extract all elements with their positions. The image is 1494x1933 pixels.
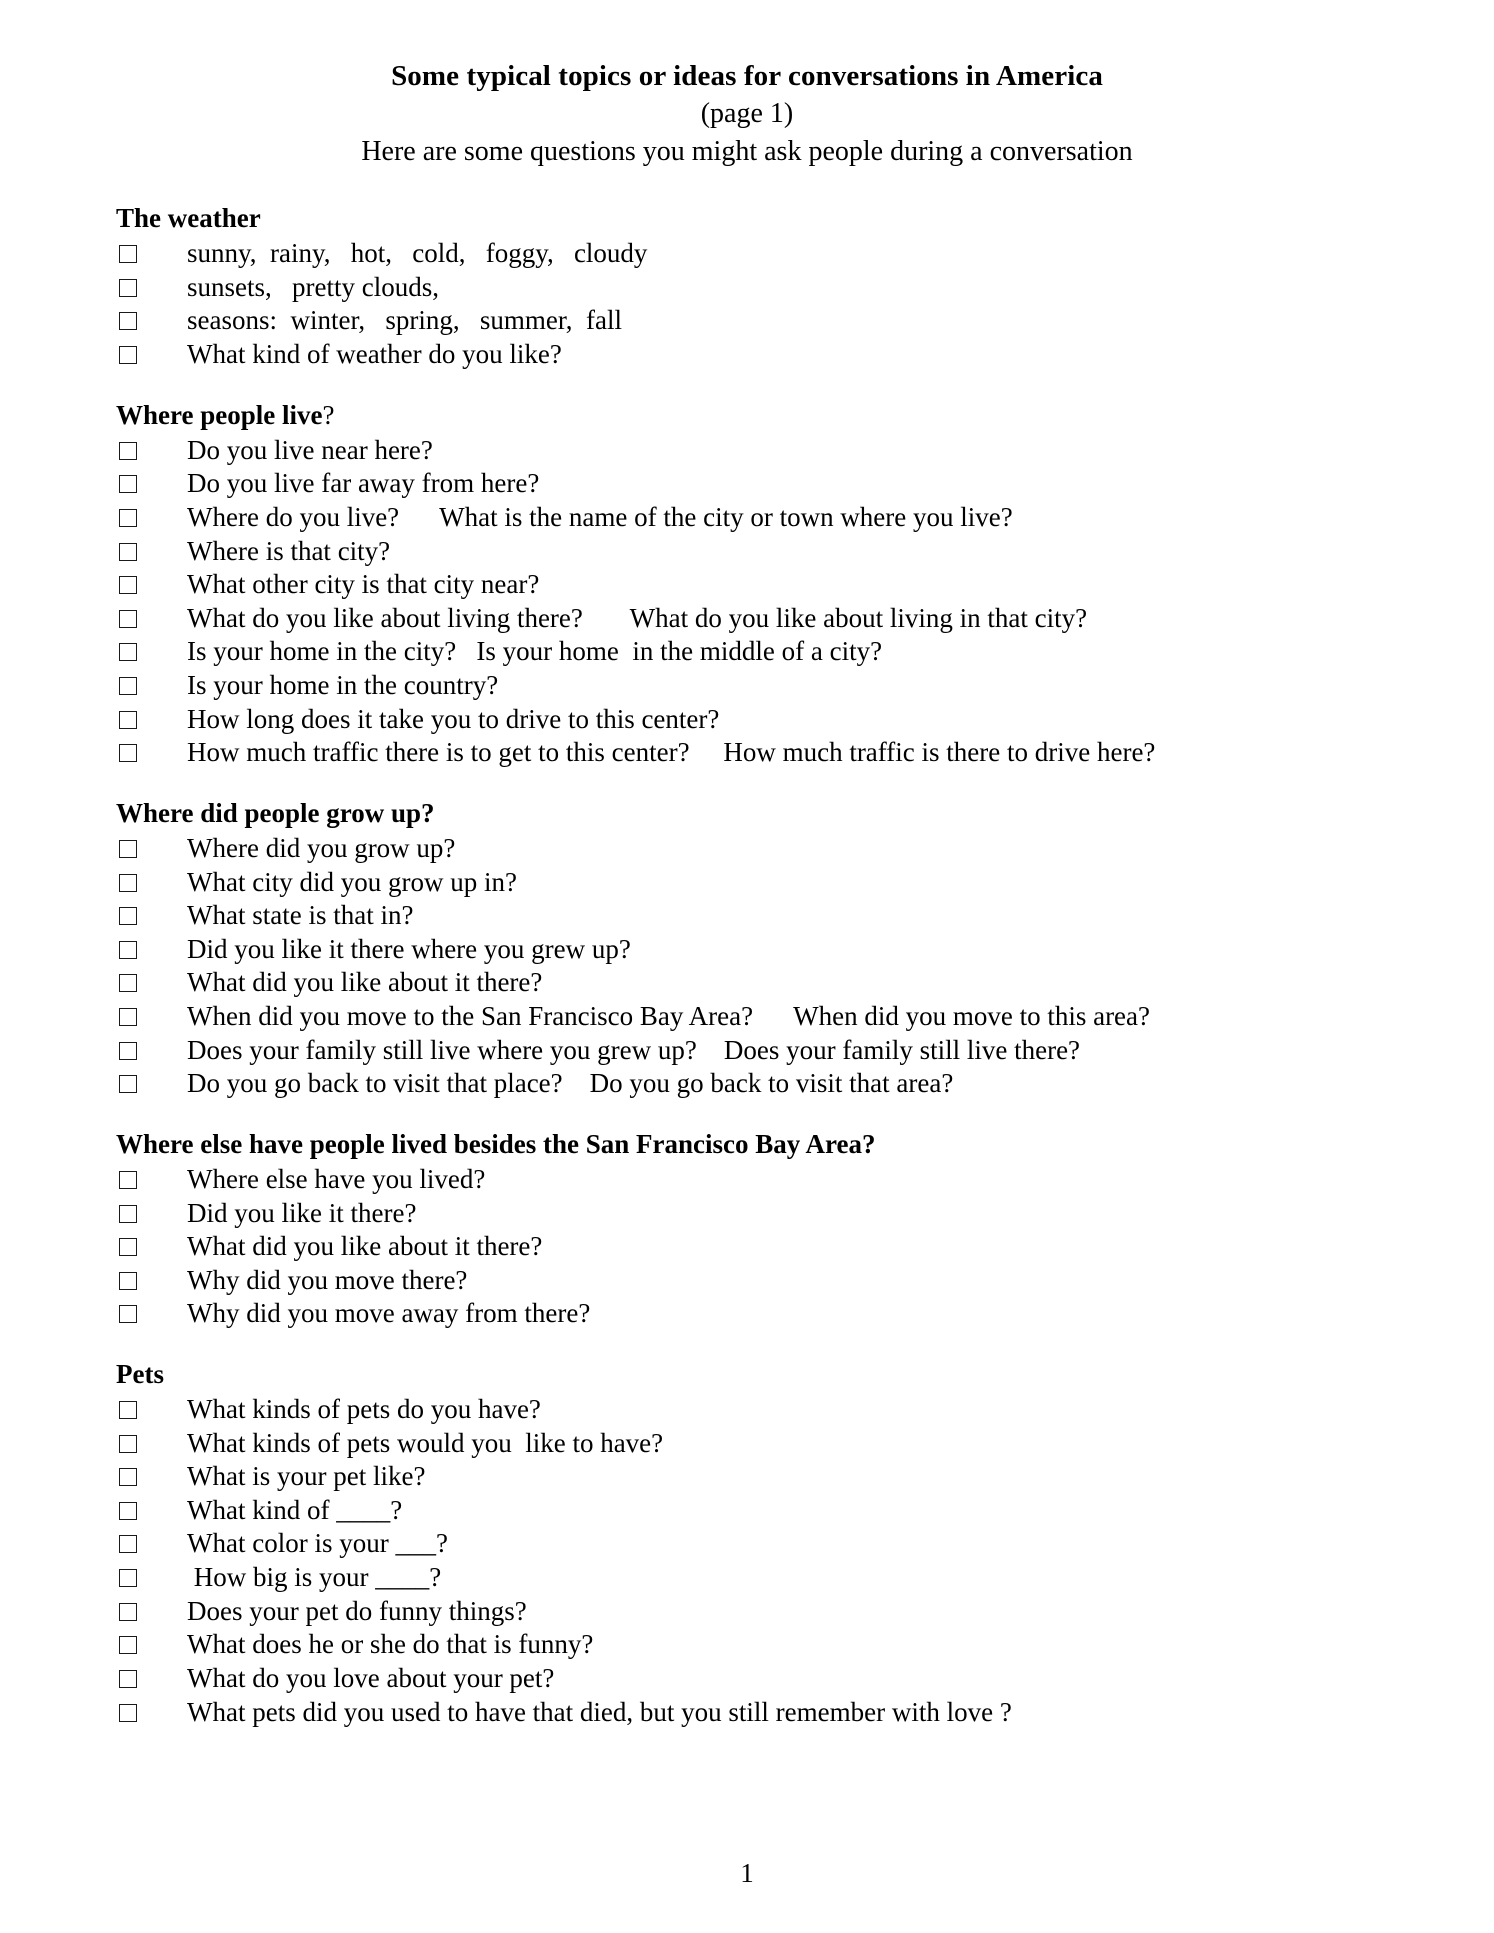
section (116, 796, 1394, 1101)
list-item-label: What kind of ____? (187, 1494, 403, 1525)
checkbox-icon[interactable] (119, 1008, 137, 1026)
section (116, 398, 1394, 770)
list-item-label: Does your family still live where you grew up? Does your family still live there? (187, 1034, 1081, 1065)
list-item-label: Does your pet do funny things? (187, 1595, 527, 1626)
checkbox-icon[interactable] (119, 1704, 137, 1722)
section (116, 1127, 1394, 1331)
list-item[interactable] (116, 1561, 1394, 1595)
list-item[interactable] (116, 602, 1394, 636)
checkbox-icon[interactable] (119, 643, 137, 661)
list-item[interactable] (116, 1000, 1394, 1034)
checkbox-icon[interactable] (119, 279, 137, 297)
checkbox-icon[interactable] (119, 1468, 137, 1486)
list-item[interactable] (116, 1696, 1394, 1730)
list-item[interactable] (116, 237, 1394, 271)
list-item-label: What did you like about it there? (187, 1231, 543, 1262)
section-heading (116, 201, 1394, 236)
checkbox-icon[interactable] (119, 1272, 137, 1290)
checkbox-list (116, 1393, 1394, 1729)
list-item-label: What does he or she do that is funny? (187, 1629, 594, 1660)
list-item[interactable] (116, 1230, 1394, 1264)
checkbox-icon[interactable] (119, 840, 137, 858)
list-item[interactable] (116, 568, 1394, 602)
section (116, 201, 1394, 372)
section-heading (116, 796, 1394, 831)
page-title: Some typical topics or ideas for conversations in America (391, 60, 1103, 92)
list-item[interactable] (116, 703, 1394, 737)
list-item[interactable] (116, 338, 1394, 372)
list-item-label: When did you move to the San Francisco Bay Area? When did you move to this area? (187, 1000, 1151, 1031)
list-item-label: How big is your ____? (187, 1562, 442, 1593)
list-item-label: What do you like about living there? What do you like about living in that city? (187, 602, 1088, 633)
checkbox-icon[interactable] (119, 442, 137, 460)
checkbox-icon[interactable] (119, 346, 137, 364)
list-item-label: What kind of weather do you like? (187, 339, 562, 370)
list-item[interactable] (116, 1427, 1394, 1461)
list-item-label: What state is that in? (187, 900, 414, 931)
checkbox-icon[interactable] (119, 245, 137, 263)
checkbox-icon[interactable] (119, 312, 137, 330)
list-item-label: What is your pet like? (187, 1461, 426, 1492)
section-heading-main: Where else have people lived besides the San Francisco Bay Area? (116, 1128, 876, 1159)
list-item-label: How much traffic there is to get to this center? How much traffic is there to drive here? (187, 737, 1156, 768)
list-item-label: What city did you grow up in? (187, 866, 517, 897)
checkbox-icon[interactable] (119, 1535, 137, 1553)
list-item-label: Why did you move there? (187, 1264, 468, 1295)
checkbox-icon[interactable] (119, 475, 137, 493)
list-item[interactable] (116, 832, 1394, 866)
list-item-label: Did you like it there? (187, 1197, 417, 1228)
list-item-label: What color is your ___? (187, 1528, 448, 1559)
sections-container (100, 169, 1394, 1729)
list-item-label: Did you like it there where you grew up? (187, 933, 631, 964)
list-item[interactable] (116, 1628, 1394, 1662)
page-subtitle: Here are some questions you might ask people during a conversation (361, 135, 1133, 167)
checkbox-list (116, 237, 1394, 371)
list-item-label: What did you like about it there? (187, 967, 543, 998)
list-item-label: seasons: winter, spring, summer, fall (187, 305, 623, 336)
list-item[interactable] (116, 1494, 1394, 1528)
checkbox-icon[interactable] (119, 1042, 137, 1060)
list-item-label: What other city is that city near? (187, 569, 540, 600)
list-item-label: Where do you live? What is the name of the city or town where you live? (187, 501, 1013, 532)
checkbox-icon[interactable] (119, 711, 137, 729)
list-item[interactable] (116, 1197, 1394, 1231)
checkbox-list (116, 1163, 1394, 1331)
list-item-label: Do you live far away from here? (187, 468, 540, 499)
list-item-label: Why did you move away from there? (187, 1298, 591, 1329)
section-heading (116, 398, 1394, 433)
checkbox-list (116, 832, 1394, 1101)
list-item-label: Do you live near here? (187, 434, 433, 465)
checkbox-icon[interactable] (119, 1569, 137, 1587)
list-item-label: How long does it take you to drive to this center? (187, 703, 720, 734)
checkbox-icon[interactable] (119, 874, 137, 892)
checkbox-icon[interactable] (119, 907, 137, 925)
list-item-label: What pets did you used to have that died, but you still remember with love ? (187, 1696, 1012, 1727)
list-item[interactable] (116, 1067, 1394, 1101)
list-item[interactable] (116, 669, 1394, 703)
checkbox-icon[interactable] (119, 1171, 137, 1189)
checkbox-icon[interactable] (119, 744, 137, 762)
checkbox-icon[interactable] (119, 509, 137, 527)
list-item[interactable] (116, 736, 1394, 770)
list-item[interactable] (116, 501, 1394, 535)
checkbox-icon[interactable] (119, 1205, 137, 1223)
list-item-label: What kinds of pets do you have? (187, 1394, 541, 1425)
checkbox-icon[interactable] (119, 610, 137, 628)
list-item-label: Is your home in the country? (187, 670, 499, 700)
section-heading-main: The weather (116, 203, 261, 234)
checkbox-icon[interactable] (119, 1075, 137, 1093)
section-heading-suffix: ? (322, 399, 335, 430)
section-heading (116, 1127, 1394, 1162)
list-item-label: sunsets, pretty clouds, (187, 271, 439, 302)
list-item[interactable] (116, 304, 1394, 338)
list-item[interactable] (116, 1264, 1394, 1298)
checkbox-icon[interactable] (119, 576, 137, 594)
list-item-label: What kinds of pets would you like to have? (187, 1427, 664, 1458)
list-item[interactable] (116, 866, 1394, 900)
list-item[interactable] (116, 271, 1394, 305)
checkbox-icon[interactable] (119, 1401, 137, 1419)
section-heading-main: Pets (116, 1358, 164, 1389)
checkbox-icon[interactable] (119, 1502, 137, 1520)
checkbox-icon[interactable] (119, 941, 137, 959)
list-item-label: Is your home in the city? Is your home in the middle of a city? (187, 636, 883, 667)
list-item[interactable] (116, 1595, 1394, 1629)
checkbox-icon[interactable] (119, 1435, 137, 1453)
list-item[interactable] (116, 1460, 1394, 1494)
section (116, 1357, 1394, 1729)
checkbox-icon[interactable] (119, 1636, 137, 1654)
checkbox-icon[interactable] (119, 1238, 137, 1256)
list-item-label: sunny, rainy, hot, cold, foggy, cloudy (187, 238, 648, 269)
list-item[interactable] (116, 1163, 1394, 1197)
list-item[interactable] (116, 933, 1394, 967)
page-label: (page 1) (700, 97, 794, 129)
list-item-label: Where else have you lived? (187, 1163, 486, 1194)
list-item[interactable] (116, 635, 1394, 669)
list-item[interactable] (116, 899, 1394, 933)
list-item[interactable] (116, 535, 1394, 569)
section-heading-main: Where people live (116, 399, 323, 430)
list-item[interactable] (116, 1393, 1394, 1427)
list-item[interactable] (116, 1034, 1394, 1068)
checkbox-icon[interactable] (119, 543, 137, 561)
list-item-label: Where is that city? (187, 535, 391, 566)
section-heading (116, 1357, 1394, 1392)
checkbox-icon[interactable] (119, 974, 137, 992)
checkbox-icon[interactable] (119, 1603, 137, 1621)
section-heading-main: Where did people grow up? (116, 797, 435, 828)
list-item-label: Do you go back to visit that place? Do you go back to visit that area? (187, 1068, 954, 1099)
checkbox-icon[interactable] (119, 677, 137, 695)
list-item-label: What do you love about your pet? (187, 1662, 555, 1693)
list-item[interactable] (116, 1527, 1394, 1561)
title-block (100, 55, 1394, 169)
list-item-label: Where did you grow up? (187, 832, 456, 863)
checkbox-icon[interactable] (119, 1305, 137, 1323)
list-item[interactable] (116, 1297, 1394, 1331)
list-item[interactable] (116, 1662, 1394, 1696)
page-number: 1 (740, 1857, 754, 1888)
checkbox-icon[interactable] (119, 1670, 137, 1688)
list-item[interactable] (116, 434, 1394, 468)
checkbox-list (116, 434, 1394, 770)
list-item[interactable] (116, 467, 1394, 501)
list-item[interactable] (116, 966, 1394, 1000)
